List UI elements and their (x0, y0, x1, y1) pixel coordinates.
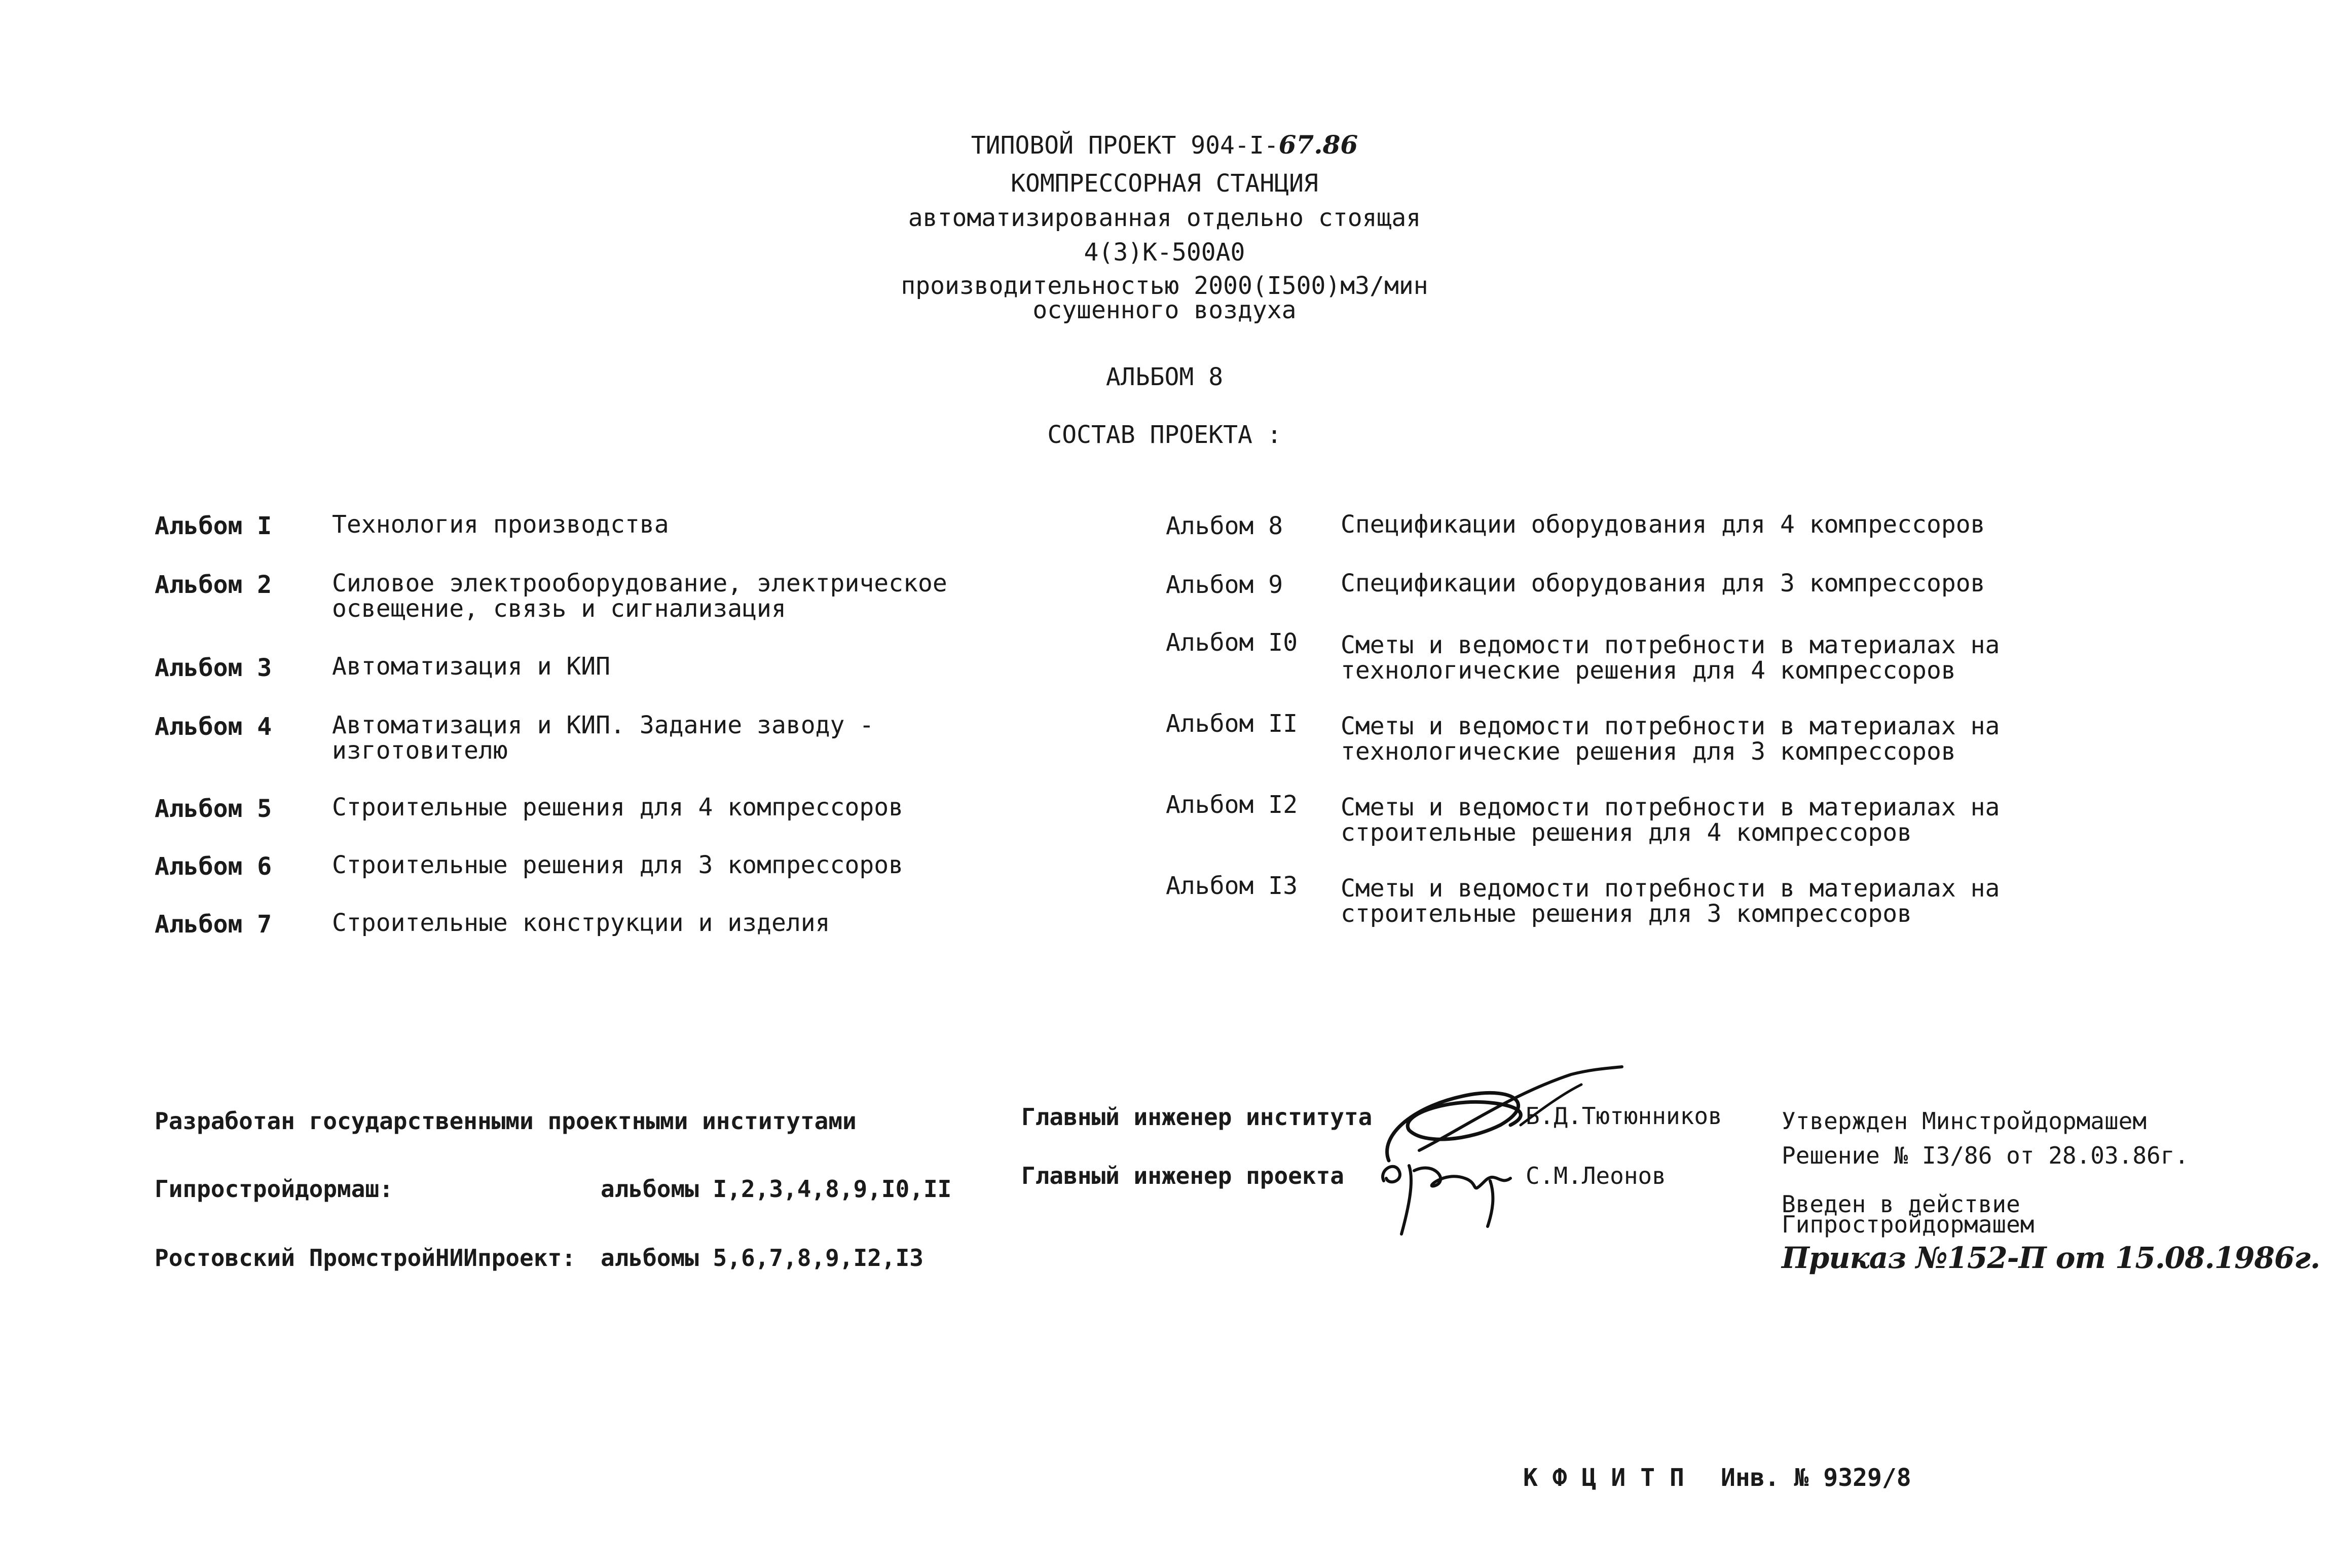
station-capacity-medium: осушенного воздуха (1032, 296, 1297, 324)
chief-engineer-institute-name: Б.Д.Тютюнников (1526, 1102, 1722, 1130)
chief-engineer-project-label: Главный инженер проекта (1021, 1162, 1344, 1189)
album-label: Альбом I (155, 512, 272, 540)
album-description: Спецификации оборудования для 4 компрессоров (1341, 510, 1985, 539)
archive-org: К Ф Ц И Т П (1523, 1464, 1684, 1492)
album-description: Силовое электрооборудование, электрическое освещение, связь и сигнализация (332, 569, 947, 623)
developer-org-2: Ростовский ПромстройНИИпроект: (155, 1244, 576, 1272)
signature-leonov (1379, 1150, 1531, 1237)
album-description: Автоматизация и КИП. Задание заводу - изготовителю (332, 711, 874, 765)
put-into-effect-org: Гипростройдормашем (1782, 1211, 2035, 1238)
project-number-handwritten: 67.86 (1278, 130, 1358, 160)
album-label: Альбом 6 (155, 852, 272, 881)
chief-engineer-project-name: С.М.Леонов (1526, 1162, 1666, 1189)
approval-decision: Решение № I3/86 от 28.03.86г. (1782, 1142, 2189, 1169)
album-description: Технология производства (332, 510, 669, 539)
album-label: Альбом I2 (1166, 791, 1298, 819)
album-label: Альбом 5 (155, 795, 272, 823)
album-label: Альбом 4 (155, 713, 272, 741)
album-description: Сметы и ведомости потребности в материалах на строительные решения для 4 компрессоров (1341, 793, 2000, 847)
inventory-number: Инв. № 9329/8 (1721, 1464, 1911, 1492)
album-description: Автоматизация и КИП (332, 652, 611, 681)
album-label: Альбом 7 (155, 910, 272, 939)
album-label: Альбом 2 (155, 571, 272, 599)
developer-org-1-albums: альбомы I,2,3,4,8,9,I0,II (601, 1175, 952, 1203)
station-model: 4(3)К-500А0 (1084, 238, 1245, 267)
project-number-prefix: ТИПОВОЙ ПРОЕКТ 904-I- (971, 131, 1279, 160)
station-subtitle: автоматизированная отдельно стоящая (908, 204, 1421, 232)
album-description: Строительные решения для 4 компрессоров (332, 793, 904, 822)
album-description: Сметы и ведомости потребности в материалах на технологические решения для 3 компрессоров (1341, 712, 2000, 766)
put-into-effect: Введен в действие (1782, 1190, 2020, 1218)
developer-org-2-albums: альбомы 5,6,7,8,9,I2,I3 (601, 1244, 923, 1272)
album-label: Альбом I3 (1166, 872, 1298, 900)
project-number-line (0, 131, 2329, 160)
developers-heading: Разработан государственными проектными институтами (155, 1107, 857, 1135)
album-description: Сметы и ведомости потребности в материалах на строительные решения для 3 компрессоров (1341, 874, 2000, 928)
album-label: Альбом I0 (1166, 628, 1298, 657)
album-label: Альбом 3 (155, 654, 272, 682)
album-label: Альбом 8 (1166, 512, 1283, 540)
chief-engineer-institute-label: Главный инженер института (1021, 1103, 1373, 1131)
composition-heading: СОСТАВ ПРОЕКТА : (1047, 421, 1282, 449)
approved-by: Утвержден Минстройдормашем (1782, 1107, 2147, 1135)
album-description: Строительные конструкции и изделия (332, 909, 830, 937)
station-capacity: производительностью 2000(I500)м3/мин (901, 272, 1428, 300)
album-description: Сметы и ведомости потребности в материалах на технологические решения для 4 компрессоров (1341, 631, 2000, 685)
developer-org-1: Гипростройдормаш: (155, 1175, 393, 1203)
album-label: Альбом 9 (1166, 571, 1283, 599)
album-title: АЛЬБОМ 8 (1105, 363, 1224, 391)
approval-order-handwritten: Приказ №152-П от 15.08.1986г. (1782, 1241, 2320, 1275)
album-description: Строительные решения для 3 компрессоров (332, 851, 904, 879)
album-label: Альбом II (1166, 710, 1298, 738)
station-title: КОМПРЕССОРНАЯ СТАНЦИЯ (1011, 169, 1318, 198)
album-description: Спецификации оборудования для 3 компрессоров (1341, 569, 1985, 598)
